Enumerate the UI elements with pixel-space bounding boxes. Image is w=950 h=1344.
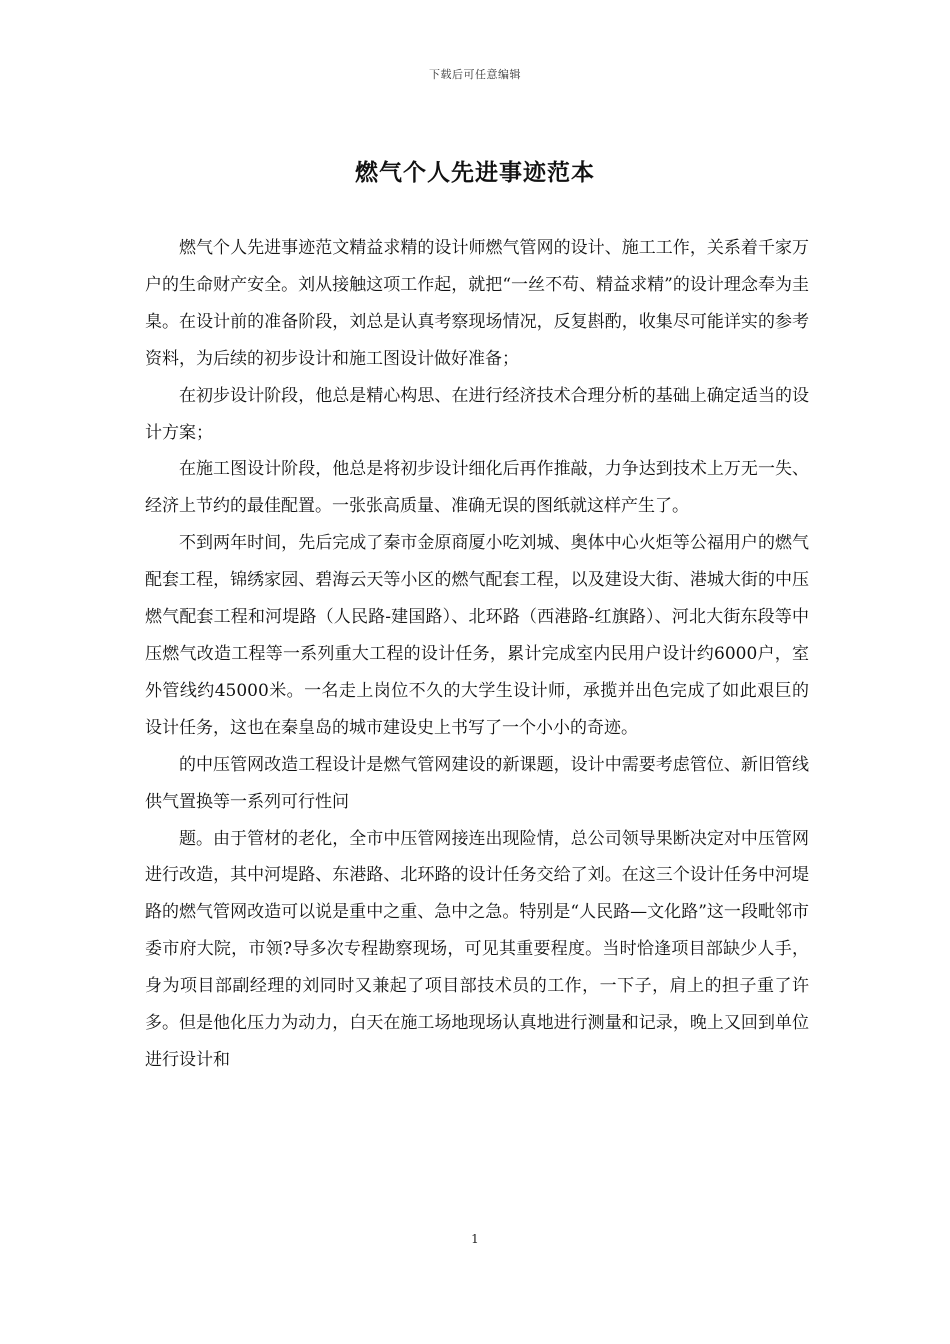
paragraph-3: 在施工图设计阶段，他总是将初步设计细化后再作推敲，力争达到技术上万无一失、经济上节约的最佳配置。一张张高质量、准确无误的图纸就这样产生了。	[145, 459, 809, 517]
paragraph-5: 的中压管网改造工程设计是燃气管网建设的新课题，设计中需要考虑管位、新旧管线供气置换等一系列可行性问	[145, 754, 809, 812]
page-header-note: 下载后可任意编辑	[429, 68, 521, 81]
document-title: 燃气个人先进事迹范本	[355, 159, 595, 186]
document-body	[145, 230, 809, 1079]
page-number: 1	[471, 1232, 479, 1246]
paragraph-4: 不到两年时间，先后完成了秦市金原商厦小吃刘城、奥体中心火炬等公福用户的燃气配套工程，锦绣家园、碧海云天等小区的燃气配套工程，以及建设大街、港城大街的中压燃气配套工程和河堤路（人民路-建国路）、北环路（西港路-红旗路）、河北大街东段等中压燃气改造工程等一系列重大工程的设计任务，累计完成室内民用户设计约6000户，室外管线约45000米。一名走上岗位不久的大学生设计师，承揽并出色完成了如此艰巨的设计任务，这也在秦皇岛的城市建设史上书写了一个小小的奇迹。	[145, 533, 809, 738]
paragraph-6: 题。由于管材的老化，全市中压管网接连出现险情，总公司领导果断决定对中压管网进行改造，其中河堤路、东港路、北环路的设计任务交给了刘。在这三个设计任务中河堤路的燃气管网改造可以说是重中之重、急中之急。特别是“人民路—文化路”这一段毗邻市委市府大院，市领?导多次专程勘察现场，可见其重要程度。当时恰逢项目部缺少人手，身为项目部副经理的刘同时又兼起了项目部技术员的工作，一下子，肩上的担子重了许多。但是他化压力为动力，白天在施工场地现场认真地进行测量和记录，晚上又回到单位进行设计和	[145, 828, 809, 1070]
paragraph-2: 在初步设计阶段，他总是精心构思、在进行经济技术合理分析的基础上确定适当的设计方案；	[145, 385, 809, 443]
paragraph-1: 燃气个人先进事迹范文精益求精的设计师燃气管网的设计、施工工作，关系着千家万户的生命财产安全。刘从接触这项工作起，就把“一丝不苟、精益求精”的设计理念奉为圭臬。在设计前的准备阶段，刘总是认真考察现场情况，反复斟酌，收集尽可能详实的参考资料，为后续的初步设计和施工图设计做好准备；	[145, 238, 809, 369]
